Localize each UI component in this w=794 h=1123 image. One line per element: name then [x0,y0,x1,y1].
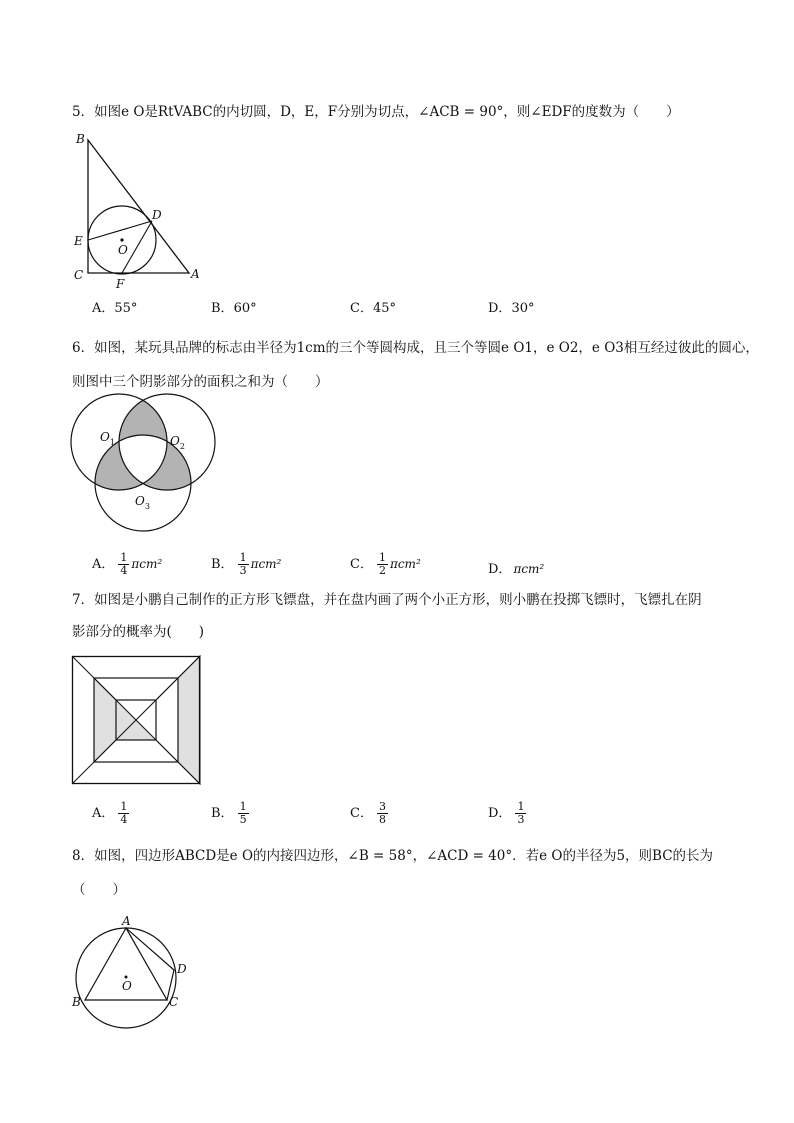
q7-option-b: B． $\frac{1}{5}$ [211,800,247,826]
q6-option-c: C． $\frac{1}{2}$ πcm² [350,551,421,577]
q5-option-b: B．60° [211,301,257,316]
q8-label-c: C [169,995,179,1009]
q8-label-b: B [72,995,81,1009]
q5-label-c: C [74,268,84,282]
q6-three-circles-figure [60,395,230,545]
q8-question-line2: （ ） [72,882,126,898]
q8-cyclic-quadrilateral-figure [70,912,200,1032]
q5-label-b: B [76,132,85,146]
q5-question-text: 5．如图e O是RtVABC的内切圆，D，E，F分别为切点，∠ACB = 90°，则∠EDF的度数为（ ） [72,104,680,120]
q5-label-d: D [152,208,162,222]
q6-label-o1: $O_1$ [100,430,115,447]
q8-label-o: O [122,979,132,993]
q6-option-a: A． $\frac{1}{4}$ πcm² [92,551,163,577]
q6-label-o2: $O_2$ [170,434,185,451]
q7-option-a: A． $\frac{1}{4}$ [92,800,128,826]
q5-incircle-figure [64,128,214,293]
q6-label-o3: $O_3$ [135,494,150,511]
q8-label-d: D [177,962,187,976]
q5-option-c: C．45° [350,301,396,316]
q5-option-a: A．55° [92,301,138,316]
q5-label-f: F [116,277,125,291]
q6-question-line1: 6．如图，某玩具品牌的标志由半径为1cm的三个等圆构成，且三个等圆e O1，e O2，e O3相互经过彼此的圆心， [72,340,759,356]
q5-label-a: A [191,267,200,281]
q7-option-c: C． $\frac{3}{8}$ [350,800,386,826]
q5-label-o: O [118,243,128,257]
q6-option-b: B． $\frac{1}{3}$ πcm² [211,551,282,577]
q7-dartboard-figure [72,656,202,786]
q7-option-d: D． $\frac{1}{3}$ [488,800,525,826]
q6-question-line2: 则图中三个阴影部分的面积之和为（ ） [72,374,329,390]
q5-option-d: D．30° [488,301,535,316]
q8-question-line1: 8．如图，四边形ABCD是e O的内接四边形，∠B = 58°，∠ACD = 40°．若e O的半径为5，则BC的长为 [72,848,714,864]
q7-question-line1: 7．如图是小鹏自己制作的正方形飞镖盘，并在盘内画了两个小正方形，则小鹏在投掷飞镖时，飞镖扎在阴 [72,592,702,608]
q5-label-e: E [74,234,83,248]
q8-label-a: A [122,914,131,928]
q7-question-line2: 影部分的概率为( ) [72,624,205,640]
q6-option-d: D． πcm² [488,562,545,577]
